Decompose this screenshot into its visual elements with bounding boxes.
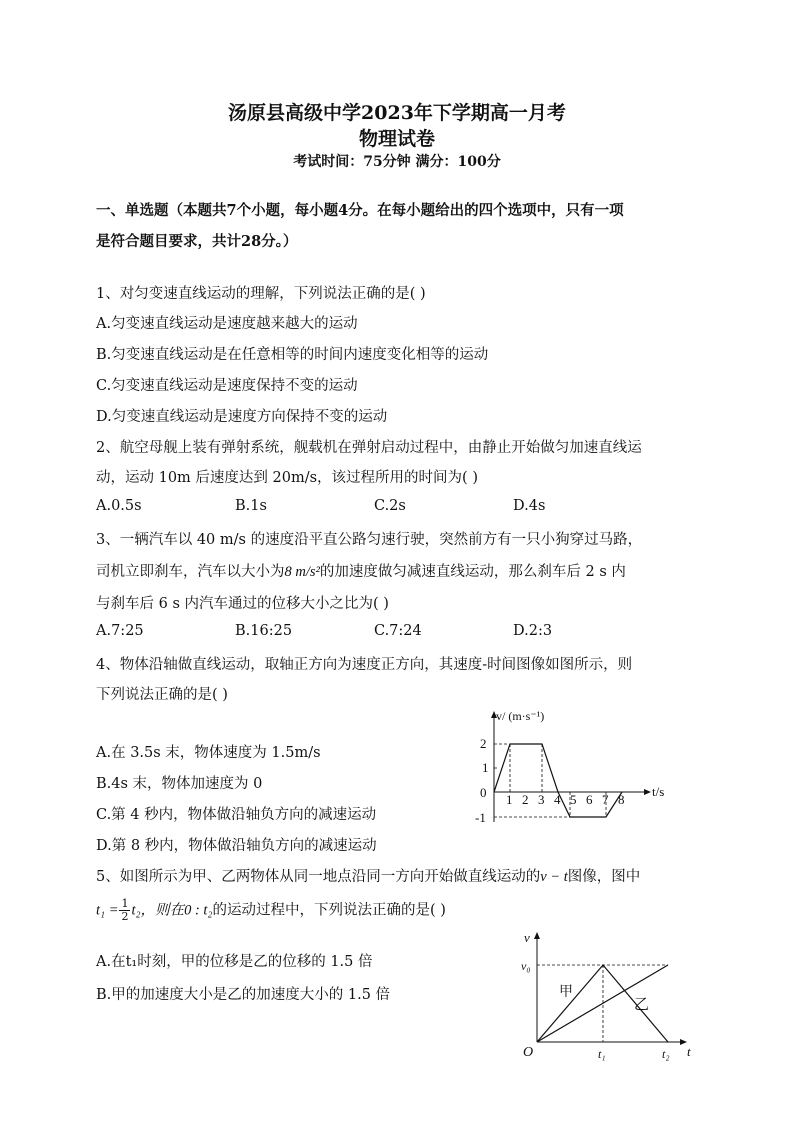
q2-option-d: D.4s bbox=[513, 498, 546, 514]
subject-title: 物理试卷 bbox=[358, 128, 435, 150]
q5-fraction bbox=[119, 898, 130, 923]
q4-option-c: C.第 4 秒内，物体做沿轴负方向的减速运动 bbox=[96, 807, 377, 823]
q5-frac-num: 1 bbox=[121, 897, 129, 910]
q4-y-axis-label: v/ (m·s⁻¹) bbox=[496, 709, 545, 723]
q5-option-a: A.在t₁时刻，甲的位移是乙的位移的 1.5 倍 bbox=[96, 954, 373, 970]
q4-option-b: B.4s 末，物体加速度为 0 bbox=[96, 776, 263, 792]
exam-info: 考试时间：75分钟 满分：100分 bbox=[293, 154, 501, 170]
q3-option-c: C.7:24 bbox=[374, 623, 422, 639]
q4-x-tick-2: 2 bbox=[522, 792, 529, 807]
q5-t2-label: t₂ bbox=[662, 1047, 670, 1061]
q3-stem-line2 bbox=[96, 560, 626, 581]
q1-option-c: C.匀变速直线运动是速度保持不变的运动 bbox=[96, 378, 358, 394]
q1-option-d: D.匀变速直线运动是速度方向保持不变的运动 bbox=[96, 409, 388, 425]
school-title: 汤原县高级中学2023年下学期高一月考 bbox=[228, 102, 566, 124]
q4-stem-line1: 4、物体沿轴做直线运动，取轴正方向为速度正方向，其速度-时间图像如图所示，则 bbox=[96, 657, 633, 673]
q3-option-b: B.16:25 bbox=[235, 623, 293, 639]
q5-t1-eq: t₁ = bbox=[96, 902, 119, 919]
q4-x-axis-label: t/s bbox=[652, 784, 665, 799]
q4-x-tick-7: 7 bbox=[602, 792, 609, 807]
q3-stem-line3: 与刹车后 6 s 内汽车通过的位移大小之比为( ) bbox=[96, 596, 389, 612]
q4-y-tick-neg1: -1 bbox=[475, 810, 486, 825]
q3-stem-line2-c: 的加速度做匀减速直线运动，那么刹车后 2 s 内 bbox=[319, 564, 626, 580]
q5-v0-label: v₀ bbox=[521, 959, 531, 973]
q5-interval: 0 : t₂ bbox=[184, 902, 213, 919]
q5-y-axis-label: v bbox=[524, 930, 530, 945]
q1-option-b: B.匀变速直线运动是在任意相等的时间内速度变化相等的运动 bbox=[96, 347, 489, 363]
q5-vt-symbol: v − t bbox=[540, 869, 568, 885]
q4-x-tick-1: 1 bbox=[506, 792, 513, 807]
q2-stem-line1: 2、航空母舰上装有弹射系统，舰载机在弹射启动过程中，由静止开始做匀加速直线运 bbox=[96, 440, 642, 456]
q4-x-tick-3: 3 bbox=[538, 792, 545, 807]
q5-stem-line1 bbox=[96, 865, 640, 886]
q4-x-tick-5: 5 bbox=[570, 792, 577, 807]
q3-option-d: D.2:3 bbox=[513, 623, 553, 639]
q3-stem-line1: 3、一辆汽车以 40 m/s 的速度沿平直公路匀速行驶，突然前方有一只小狗穿过马路， bbox=[96, 532, 643, 548]
q1-option-a: A.匀变速直线运动是速度越来越大的运动 bbox=[96, 316, 358, 332]
q5-stem-line2 bbox=[96, 898, 446, 923]
q5-stem-line1-a: 5、如图所示为甲、乙两物体从同一地点沿同一方向开始做直线运动的 bbox=[96, 869, 541, 885]
q5-stem-line1-c: 图像，图中 bbox=[567, 869, 641, 885]
q5-t2-text: t₂，则在 bbox=[131, 902, 185, 919]
q5-stem-line2-d: 的运动过程中，下列说法正确的是( ) bbox=[212, 902, 446, 919]
q4-stem-line2: 下列说法正确的是( ) bbox=[96, 687, 228, 703]
q5-t1-label: t₁ bbox=[598, 1047, 606, 1061]
q4-origin-label: 0 bbox=[480, 785, 487, 800]
q3-acceleration: 8 m/s² bbox=[284, 564, 320, 580]
q1-stem: 1、对匀变速直线运动的理解，下列说法正确的是( ) bbox=[96, 286, 426, 302]
q2-options bbox=[96, 498, 652, 514]
q5-label-jia: 甲 bbox=[559, 984, 573, 1000]
q5-label-yi: 乙 bbox=[634, 995, 650, 1013]
q5-origin-label: O bbox=[523, 1045, 534, 1060]
q4-option-d: D.第 8 秒内，物体做沿轴负方向的减速运动 bbox=[96, 838, 377, 854]
q5-vt-graph bbox=[510, 925, 710, 1065]
q2-option-a: A.0.5s bbox=[96, 498, 142, 514]
section-instruction-line1: 一、单选题（本题共7个小题，每小题4分。在每小题给出的四个选项中，只有一项 bbox=[96, 202, 624, 219]
q4-y-tick-2: 2 bbox=[480, 736, 487, 751]
q4-y-tick-1: 1 bbox=[482, 760, 489, 775]
q2-option-b: B.1s bbox=[235, 498, 267, 514]
q3-option-a: A.7:25 bbox=[96, 623, 144, 639]
q5-frac-den: 2 bbox=[121, 910, 129, 923]
q2-stem-line2: 动，运动 10m 后速度达到 20m/s，该过程所用的时间为( ) bbox=[96, 470, 478, 486]
q4-option-a: A.在 3.5s 末，物体速度为 1.5m/s bbox=[96, 745, 321, 761]
q4-x-tick-8: 8 bbox=[618, 792, 625, 807]
q5-option-b: B.甲的加速度大小是乙的加速度大小的 1.5 倍 bbox=[96, 987, 391, 1003]
q3-options bbox=[96, 623, 652, 639]
q4-vt-graph bbox=[470, 700, 685, 835]
q5-x-axis-label: t bbox=[687, 1044, 691, 1059]
q4-x-tick-6: 6 bbox=[586, 792, 593, 807]
q4-x-tick-4: 4 bbox=[554, 792, 561, 807]
q3-stem-line2-a: 司机立即刹车，汽车以大小为 bbox=[96, 564, 285, 580]
section-instruction-line2: 是符合题目要求，共计28分。） bbox=[96, 233, 298, 250]
q2-option-c: C.2s bbox=[374, 498, 406, 514]
